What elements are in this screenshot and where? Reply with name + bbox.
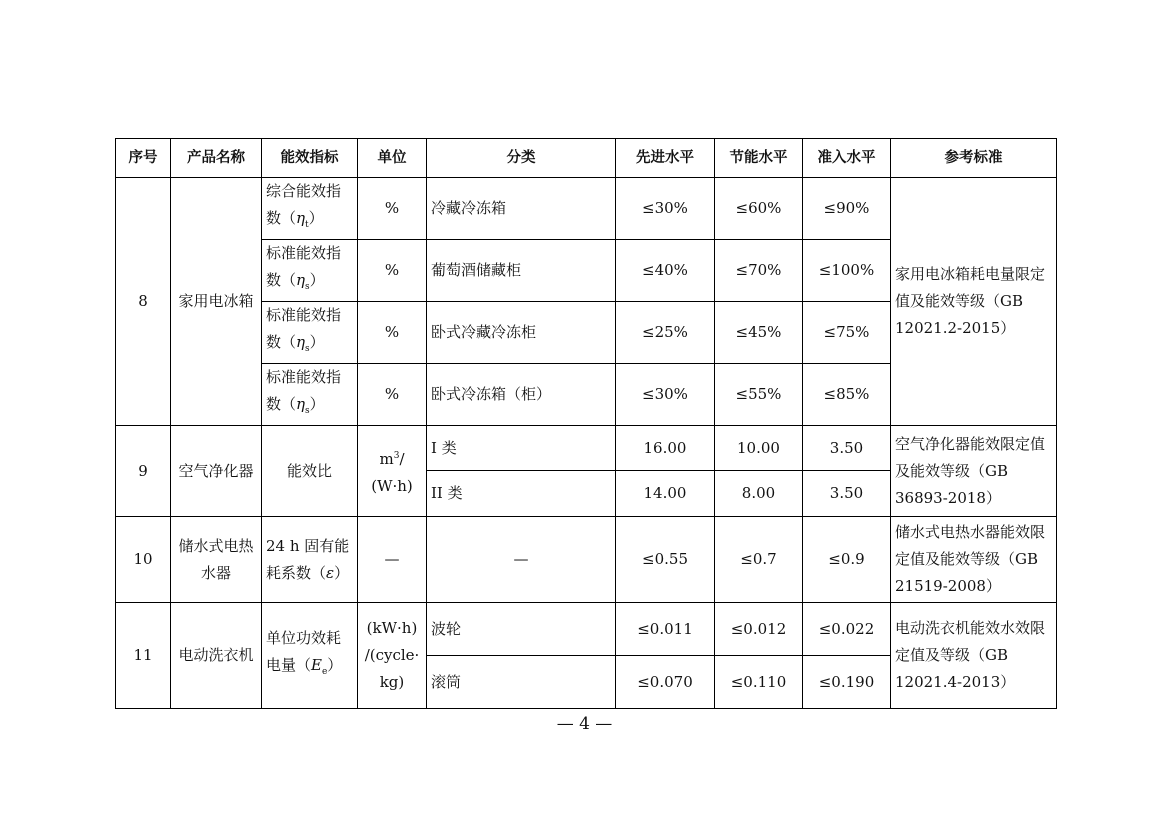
saving-cell: 10.00 xyxy=(715,426,803,471)
standard-cell: 家用电冰箱耗电量限定值及能效等级（GB 12021.2-2015） xyxy=(891,178,1057,426)
saving-cell: ≤0.110 xyxy=(715,656,803,709)
saving-cell: 8.00 xyxy=(715,471,803,517)
entry-cell: ≤85% xyxy=(803,364,891,426)
saving-cell: ≤45% xyxy=(715,302,803,364)
energy-efficiency-table xyxy=(115,138,1057,709)
table-row xyxy=(116,426,1057,471)
standard-cell: 空气净化器能效限定值及能效等级（GB 36893-2018） xyxy=(891,426,1057,517)
saving-cell: ≤60% xyxy=(715,178,803,240)
category-cell: 卧式冷冻箱（柜） xyxy=(427,364,616,426)
unit-cell: (kW·h) /(cycle· kg) xyxy=(358,603,427,709)
table-row xyxy=(116,517,1057,603)
entry-cell: ≤0.022 xyxy=(803,603,891,656)
saving-cell: ≤70% xyxy=(715,240,803,302)
category-cell: 卧式冷藏冷冻柜 xyxy=(427,302,616,364)
entry-cell: ≤75% xyxy=(803,302,891,364)
saving-cell: ≤0.7 xyxy=(715,517,803,603)
advanced-cell: ≤30% xyxy=(616,364,715,426)
indicator-cell: 标准能效指数$(\eta_s)$ xyxy=(262,302,358,364)
entry-cell: ≤0.9 xyxy=(803,517,891,603)
entry-cell: 3.50 xyxy=(803,471,891,517)
indicator-cell: 单位功效耗电量$(E_e)$ xyxy=(262,603,358,709)
header-seq: 序号 xyxy=(116,139,171,178)
table-row xyxy=(116,603,1057,656)
entry-cell: ≤90% xyxy=(803,178,891,240)
indicator-cell: 标准能效指数$(\eta_s)$ xyxy=(262,240,358,302)
header-indicator: 能效指标 xyxy=(262,139,358,178)
header-category: 分类 xyxy=(427,139,616,178)
category-cell: 冷藏冷冻箱 xyxy=(427,178,616,240)
category-cell: 波轮 xyxy=(427,603,616,656)
category-cell: 滚筒 xyxy=(427,656,616,709)
standard-cell: 电动洗衣机能效水效限定值及等级（GB 12021.4-2013） xyxy=(891,603,1057,709)
seq-cell: 10 xyxy=(116,517,171,603)
table-row xyxy=(116,178,1057,240)
header-advanced: 先进水平 xyxy=(616,139,715,178)
product-cell: 家用电冰箱 xyxy=(171,178,262,426)
header-product: 产品名称 xyxy=(171,139,262,178)
indicator-cell: 综合能效指数$(\eta_t)$ xyxy=(262,178,358,240)
standard-cell: 储水式电热水器能效限定值及能效等级（GB 21519-2008） xyxy=(891,517,1057,603)
category-cell: 葡萄酒储藏柜 xyxy=(427,240,616,302)
indicator-cell: 能效比 xyxy=(262,426,358,517)
header-standard: 参考标准 xyxy=(891,139,1057,178)
indicator-cell: 标准能效指数$(\eta_s)$ xyxy=(262,364,358,426)
advanced-cell: ≤0.070 xyxy=(616,656,715,709)
header-saving: 节能水平 xyxy=(715,139,803,178)
advanced-cell: ≤0.011 xyxy=(616,603,715,656)
saving-cell: ≤0.012 xyxy=(715,603,803,656)
seq-cell: 11 xyxy=(116,603,171,709)
indicator-cell: 24 h 固有能耗系数（ε） xyxy=(262,517,358,603)
page-number: — 4 — xyxy=(556,714,613,734)
product-cell: 电动洗衣机 xyxy=(171,603,262,709)
unit-cell: % xyxy=(358,178,427,240)
seq-cell: 9 xyxy=(116,426,171,517)
product-cell: 储水式电热水器 xyxy=(171,517,262,603)
advanced-cell: ≤0.55 xyxy=(616,517,715,603)
unit-cell: % xyxy=(358,240,427,302)
entry-cell: ≤100% xyxy=(803,240,891,302)
unit-cell: — xyxy=(358,517,427,603)
category-cell: II 类 xyxy=(427,471,616,517)
advanced-cell: ≤30% xyxy=(616,178,715,240)
unit-cell: $m^3/$ (W·h) xyxy=(358,426,427,517)
saving-cell: ≤55% xyxy=(715,364,803,426)
seq-cell: 8 xyxy=(116,178,171,426)
header-row xyxy=(116,139,1057,178)
unit-cell: % xyxy=(358,364,427,426)
header-unit: 单位 xyxy=(358,139,427,178)
entry-cell: 3.50 xyxy=(803,426,891,471)
category-cell: I 类 xyxy=(427,426,616,471)
product-cell: 空气净化器 xyxy=(171,426,262,517)
advanced-cell: 16.00 xyxy=(616,426,715,471)
unit-cell: % xyxy=(358,302,427,364)
advanced-cell: 14.00 xyxy=(616,471,715,517)
entry-cell: ≤0.190 xyxy=(803,656,891,709)
advanced-cell: ≤25% xyxy=(616,302,715,364)
category-cell: — xyxy=(427,517,616,603)
header-entry: 准入水平 xyxy=(803,139,891,178)
advanced-cell: ≤40% xyxy=(616,240,715,302)
